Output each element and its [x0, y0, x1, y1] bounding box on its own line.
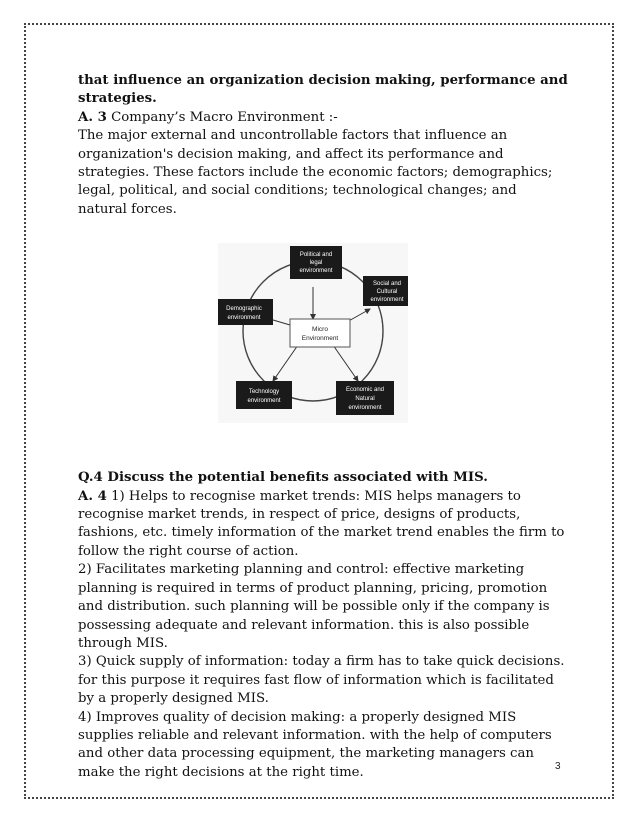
answer-4-point-3: 3) Quick supply of information: today a firm has to take quick decisions. for this purpose it requires fast flow of information which is facilitated by a properly designed MIS.	[78, 654, 565, 707]
answer-4-label: A. 4	[78, 488, 107, 504]
answer-3-title: Company’s Macro Environment :-	[111, 109, 338, 125]
macro-environment-diagram	[218, 243, 408, 423]
node-technology	[236, 381, 292, 409]
node-political	[290, 246, 342, 279]
node-political-line-3: environment	[299, 268, 333, 275]
answer-4-point-1-text: 1) Helps to recognise market trends: MIS helps managers to recognise market trends, in respect of price, designs of products, fashions, etc. timely information of the market trend enables the firm to follow the right course of action.	[78, 488, 565, 559]
node-technology-line-2: environment	[247, 398, 281, 405]
node-social-line-1: Social and	[372, 281, 402, 288]
node-social-line-3: environment	[370, 297, 404, 304]
node-economic-line-2: Natural	[355, 396, 375, 403]
node-social-line-2: Cultural	[376, 289, 398, 296]
answer-4-point-1	[78, 488, 568, 562]
page-content	[78, 72, 568, 782]
page-number: 3	[555, 761, 561, 772]
answer-3-label: A. 3	[78, 109, 107, 125]
center-line-1: Micro	[312, 326, 328, 334]
node-political-line-1: Political and	[299, 252, 333, 259]
answer-3	[78, 109, 568, 127]
node-economic-line-1: Economic and	[345, 387, 385, 394]
answer-4-point-4: 4) Improves quality of decision making: a properly designed MIS supplies reliable and relevant information. with the help of computers and other data processing equipment, the marketing managers can make the right decisions at the right time.	[78, 709, 552, 780]
node-social	[363, 276, 408, 306]
arrow-economic	[333, 345, 358, 381]
arrow-technology	[273, 345, 298, 381]
center-node	[290, 319, 350, 347]
center-line-2: Environment	[301, 335, 339, 343]
question-4: Q.4 Discuss the potential benefits associated with MIS.	[78, 470, 488, 486]
node-technology-line-1: Technology	[248, 389, 280, 396]
answer-4-point-2: 2) Facilitates marketing planning and control: effective marketing planning is required in terms of product planning, pricing, promotion and distribution. such planning will be possible only if the company is possessing adequate and relevant information. this is also possible through MIS.	[78, 562, 550, 651]
answer-3-body: The major external and uncontrollable factors that influence an organization's decision making, and affect its performance and strategies. These factors include the economic factors; demographics; legal, political, and social conditions; technological changes; and natural forces.	[78, 128, 553, 217]
node-demographic-line-1: Demographic	[226, 306, 262, 313]
node-demographic-line-2: environment	[227, 315, 261, 322]
diagram-svg	[218, 243, 408, 423]
node-economic	[336, 381, 394, 415]
heading-continuation: that influence an organization decision making, performance and strategies.	[78, 73, 568, 107]
node-economic-line-3: environment	[348, 405, 382, 412]
node-political-line-2: legal	[309, 260, 323, 267]
node-demographic	[218, 299, 273, 325]
